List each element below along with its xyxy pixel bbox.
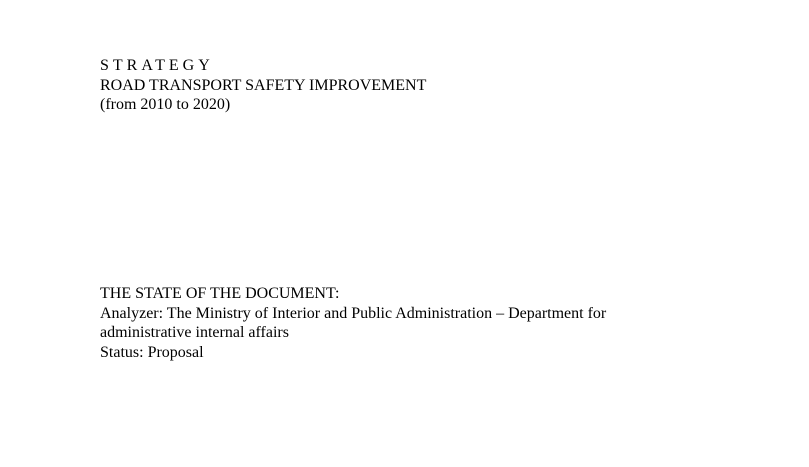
document-heading: STRATEGY bbox=[100, 57, 214, 74]
title-block bbox=[100, 56, 720, 115]
status-line: Status: Proposal bbox=[100, 343, 204, 361]
document-subject: ROAD TRANSPORT SAFETY IMPROVEMENT bbox=[100, 76, 427, 94]
document-state-block bbox=[100, 284, 720, 362]
analyzer-line-1: Analyzer: The Ministry of Interior and Public Administration – Department for bbox=[100, 304, 607, 322]
state-heading: THE STATE OF THE DOCUMENT: bbox=[100, 285, 340, 302]
document-period: (from 2010 to 2020) bbox=[100, 96, 231, 113]
analyzer-line-2: administrative internal affairs bbox=[100, 324, 289, 341]
